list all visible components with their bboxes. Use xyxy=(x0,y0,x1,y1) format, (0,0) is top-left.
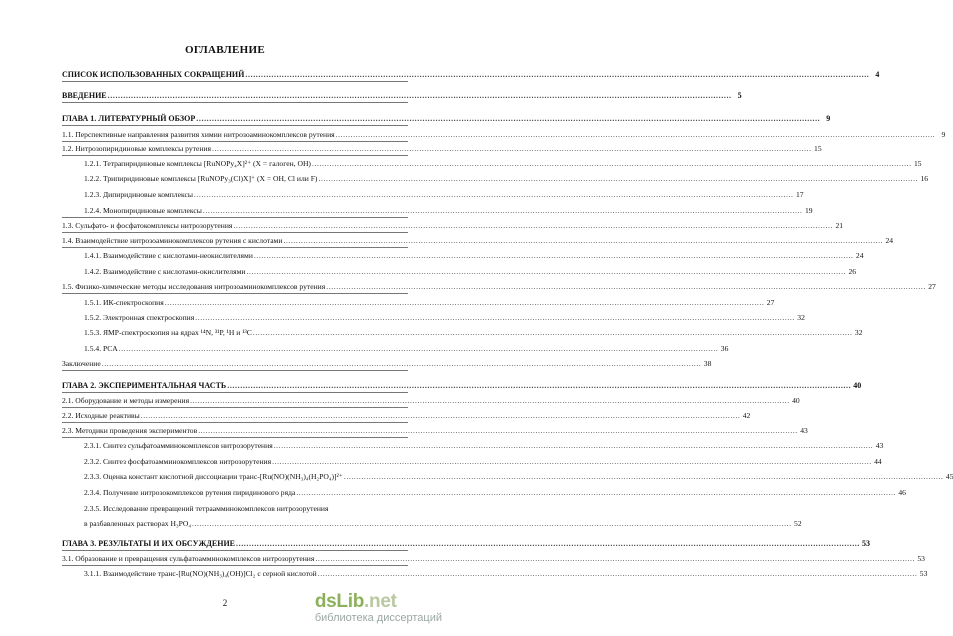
toc-entry-title: 1.4.1. Взаимодействие с кислотами-неокислителями xyxy=(84,251,253,260)
toc-entry xyxy=(62,188,804,199)
toc-entry xyxy=(62,234,894,245)
toc-entry-page: 43 xyxy=(875,441,884,450)
toc-divider xyxy=(62,422,408,423)
toc-entry-page: 44 xyxy=(874,457,882,466)
toc-divider xyxy=(62,293,408,294)
toc-leader-dots xyxy=(119,344,719,353)
toc-leader-dots xyxy=(336,130,936,139)
toc-entry-page: 40 xyxy=(792,396,800,405)
toc-divider xyxy=(62,407,408,408)
toc-entry-page: 38 xyxy=(703,359,712,368)
toc-entry-page: 53 xyxy=(917,554,925,563)
toc-entry-page: 24 xyxy=(855,251,864,260)
toc-entry xyxy=(62,128,946,139)
toc-entry-title: 1.3. Сульфато- и фосфатокомплексы нитрозорутения xyxy=(62,221,233,230)
watermark-subtitle: библиотека диссертаций xyxy=(314,612,442,624)
toc-entry-title: Заключение xyxy=(62,359,101,368)
toc-leader-dots xyxy=(198,426,798,435)
toc-entry xyxy=(62,68,880,79)
toc-divider xyxy=(62,565,408,566)
toc-entry-title: 3.1. Образование и превращения сульфатоамминокомплексов нитрозорутения xyxy=(62,554,315,563)
toc-entry-page: 45 xyxy=(945,472,953,481)
toc-entry xyxy=(62,455,882,466)
toc-leader-dots xyxy=(203,206,803,215)
toc-divider xyxy=(62,392,408,393)
toc-entry-title: 2.3.3. Оценка констант кислотной диссоциации транс-[Ru(NO)(NH₃)₄(H₂PO₄)]²⁺ xyxy=(84,472,343,481)
toc-divider xyxy=(62,102,408,103)
toc-entry-title: 2.1. Оборудование и методы измерения xyxy=(62,396,190,405)
toc-leader-dots xyxy=(318,174,918,183)
toc-entry xyxy=(62,326,863,337)
toc-entry-page: 4 xyxy=(875,70,880,79)
toc-entry xyxy=(62,394,800,405)
toc-entry-title: ГЛАВА 3. РЕЗУЛЬТАТЫ И ИХ ОБСУЖДЕНИЕ xyxy=(62,539,235,548)
toc-entry-page: 16 xyxy=(920,174,929,183)
toc-divider xyxy=(62,81,408,82)
toc-entry-page: 52 xyxy=(794,519,802,528)
toc-entry xyxy=(62,265,857,276)
toc-entry-page: 21 xyxy=(835,221,844,230)
toc-entry xyxy=(62,537,870,548)
toc-entry xyxy=(62,157,922,168)
toc-entry-page: 53 xyxy=(919,569,928,578)
toc-entry-title: ГЛАВА 2. ЭКСПЕРИМЕНТАЛЬНАЯ ЧАСТЬ xyxy=(62,381,227,390)
toc-entry-title: 2.3. Методики проведения экспериментов xyxy=(62,426,198,435)
toc-entry-page: 15 xyxy=(914,159,922,168)
toc-leader-dots xyxy=(194,190,794,199)
toc-entry-page: 9 xyxy=(941,130,946,139)
toc-leader-dots xyxy=(254,251,854,260)
toc-leader-dots xyxy=(227,381,851,390)
toc-entry-title: 1.2.2. Трипиридиновые комплексы [RuNOPy₃(Cl)X]⁺ (X = OH, Cl или F) xyxy=(84,174,318,183)
toc-entry-title: 2.3.4. Получение нитрозокомплексов рутения пиридинового ряда xyxy=(84,488,296,497)
watermark-tld: .net xyxy=(364,591,397,612)
toc-leader-dots xyxy=(245,70,869,79)
toc-entry-page: 40 xyxy=(853,381,862,390)
toc-divider xyxy=(62,247,408,248)
toc-entry-title: СПИСОК ИСПОЛЬЗОВАННЫХ СОКРАЩЕНИЙ xyxy=(62,70,245,79)
toc-entry xyxy=(62,342,729,353)
toc-entry xyxy=(62,249,864,260)
page-number: 2 xyxy=(222,598,228,608)
toc-divider xyxy=(62,125,408,126)
toc-divider xyxy=(62,437,408,438)
toc-divider xyxy=(62,370,408,371)
toc-divider xyxy=(62,550,408,551)
toc-entry xyxy=(62,470,953,481)
toc-entry xyxy=(62,517,802,528)
toc-entry-page: 27 xyxy=(766,298,775,307)
toc-entry-page: 19 xyxy=(804,206,813,215)
toc-entry xyxy=(62,439,884,450)
toc-entry xyxy=(62,142,822,153)
toc-entry xyxy=(62,486,906,497)
toc-divider xyxy=(62,155,408,156)
toc-entry xyxy=(62,172,929,183)
toc-entry-title: 1.5.3. ЯМР-спектроскопия на ядрах ¹⁴N, ³¹P, ¹H и ¹³C xyxy=(84,328,252,337)
toc-entry xyxy=(62,89,742,100)
toc-divider xyxy=(62,217,408,218)
toc-leader-dots xyxy=(196,114,820,123)
toc-leader-dots xyxy=(283,236,883,245)
toc-leader-dots xyxy=(190,396,790,405)
toc-leader-dots xyxy=(165,298,765,307)
toc-leader-dots xyxy=(108,91,732,100)
toc-leader-dots xyxy=(274,441,874,450)
toc-entry-title: 1.5.2. Электронная спектроскопия xyxy=(84,313,195,322)
toc-leader-dots xyxy=(315,554,915,563)
toc-entry-title: 1.2.1. Тетрапиридиновые комплексы [RuNOPy₄X]²⁺ (X = галоген, OH) xyxy=(84,159,311,168)
page-title: ОГЛАВЛЕНИЕ xyxy=(185,44,265,56)
toc-leader-dots xyxy=(318,569,918,578)
toc-entry-title: 2.3.5. Исследование превращений тетраамминокомплексов нитрозорутения xyxy=(84,504,329,513)
toc-entry-page: 36 xyxy=(720,344,729,353)
toc-entry-title: 1.5.4. PCA xyxy=(84,344,118,353)
toc-leader-dots xyxy=(326,282,926,291)
toc-entry-page: 43 xyxy=(800,426,808,435)
toc-entry xyxy=(62,280,936,291)
toc-entry-title: 2.3.1. Синтез сульфатоамминокомплексов нитрозорутения xyxy=(84,441,273,450)
toc-leader-dots xyxy=(272,457,872,466)
toc-entry-title: 1.2. Нитрозопиридиновые комплексы рутения xyxy=(62,144,211,153)
toc-entry xyxy=(62,357,712,368)
toc-entry-page: 46 xyxy=(898,488,906,497)
toc-entry xyxy=(62,311,805,322)
toc-entry-title: в разбавленных растворах H₃PO₄ xyxy=(84,519,191,528)
toc-entry-page: 27 xyxy=(928,282,936,291)
toc-leader-dots xyxy=(344,472,944,481)
toc-entry-page: 17 xyxy=(795,190,804,199)
toc-entry-title: ГЛАВА 1. ЛИТЕРАТУРНЫЙ ОБЗОР xyxy=(62,114,196,123)
toc-entry xyxy=(62,296,775,307)
toc-entry xyxy=(62,219,844,230)
toc-entry xyxy=(62,112,831,123)
toc-entry xyxy=(62,409,751,420)
toc-entry xyxy=(62,379,862,390)
toc-entry-title: 2.3.2. Синтез фосфатоамминокомплексов нитрозорутения xyxy=(84,457,272,466)
toc-entry-title: ВВЕДЕНИЕ xyxy=(62,91,107,100)
toc-entry xyxy=(62,552,925,563)
toc-entry-title: 1.2.3. Дипиридиновые комплексы xyxy=(84,190,193,199)
toc-entry-page: 42 xyxy=(742,411,751,420)
toc-entry-page: 32 xyxy=(854,328,863,337)
toc-leader-dots xyxy=(246,267,846,276)
toc-divider xyxy=(62,232,408,233)
toc-entry-page: 53 xyxy=(862,539,870,548)
toc-entry-page: 24 xyxy=(885,236,894,245)
toc-leader-dots xyxy=(236,539,860,548)
watermark-brand: dsLib xyxy=(314,591,365,612)
toc-entry-title: 1.4.2. Взаимодействие с кислотами-окислителями xyxy=(84,267,246,276)
toc-leader-dots xyxy=(296,488,896,497)
toc-leader-dots xyxy=(312,159,912,168)
toc-entry xyxy=(62,204,813,215)
toc-leader-dots xyxy=(102,359,702,368)
watermark-logo xyxy=(315,592,442,625)
toc-entry-page: 26 xyxy=(848,267,857,276)
toc-leader-dots xyxy=(212,144,812,153)
toc-entry-page: 15 xyxy=(814,144,822,153)
toc-entry-title: 1.4. Взаимодействие нитрозоаминокомплексов рутения с кислотами xyxy=(62,236,283,245)
toc-leader-dots xyxy=(253,328,853,337)
toc-leader-dots xyxy=(195,313,795,322)
toc-entry-page: 9 xyxy=(826,114,831,123)
toc-entry-title: 2.2. Исходные реактивы xyxy=(62,411,140,420)
toc-entry xyxy=(62,424,808,435)
toc-entry-title: 3.1.1. Взаимодействие транс-[Ru(NO)(NH₃)₄(OH)]Cl₂ с серной кислотой xyxy=(84,569,317,578)
toc-entry-title: 1.2.4. Монопиридиновые комплексы xyxy=(84,206,202,215)
toc-leader-dots xyxy=(233,221,833,230)
toc-entry-page: 5 xyxy=(737,91,742,100)
toc-entry-title: 1.5.1. ИК-спектроскопия xyxy=(84,298,164,307)
toc-leader-dots xyxy=(141,411,741,420)
toc-entry-title: 1.5. Физико-химические методы исследования нитрозоаминокомплексов рутения xyxy=(62,282,326,291)
toc-entry-title: 1.1. Перспективные направления развития химии нитрозоаминокомплексов рутения xyxy=(62,130,335,139)
toc-entry xyxy=(62,502,408,513)
toc-entry xyxy=(62,567,928,578)
toc-entry-page: 32 xyxy=(797,313,805,322)
toc-leader-dots xyxy=(192,519,792,528)
